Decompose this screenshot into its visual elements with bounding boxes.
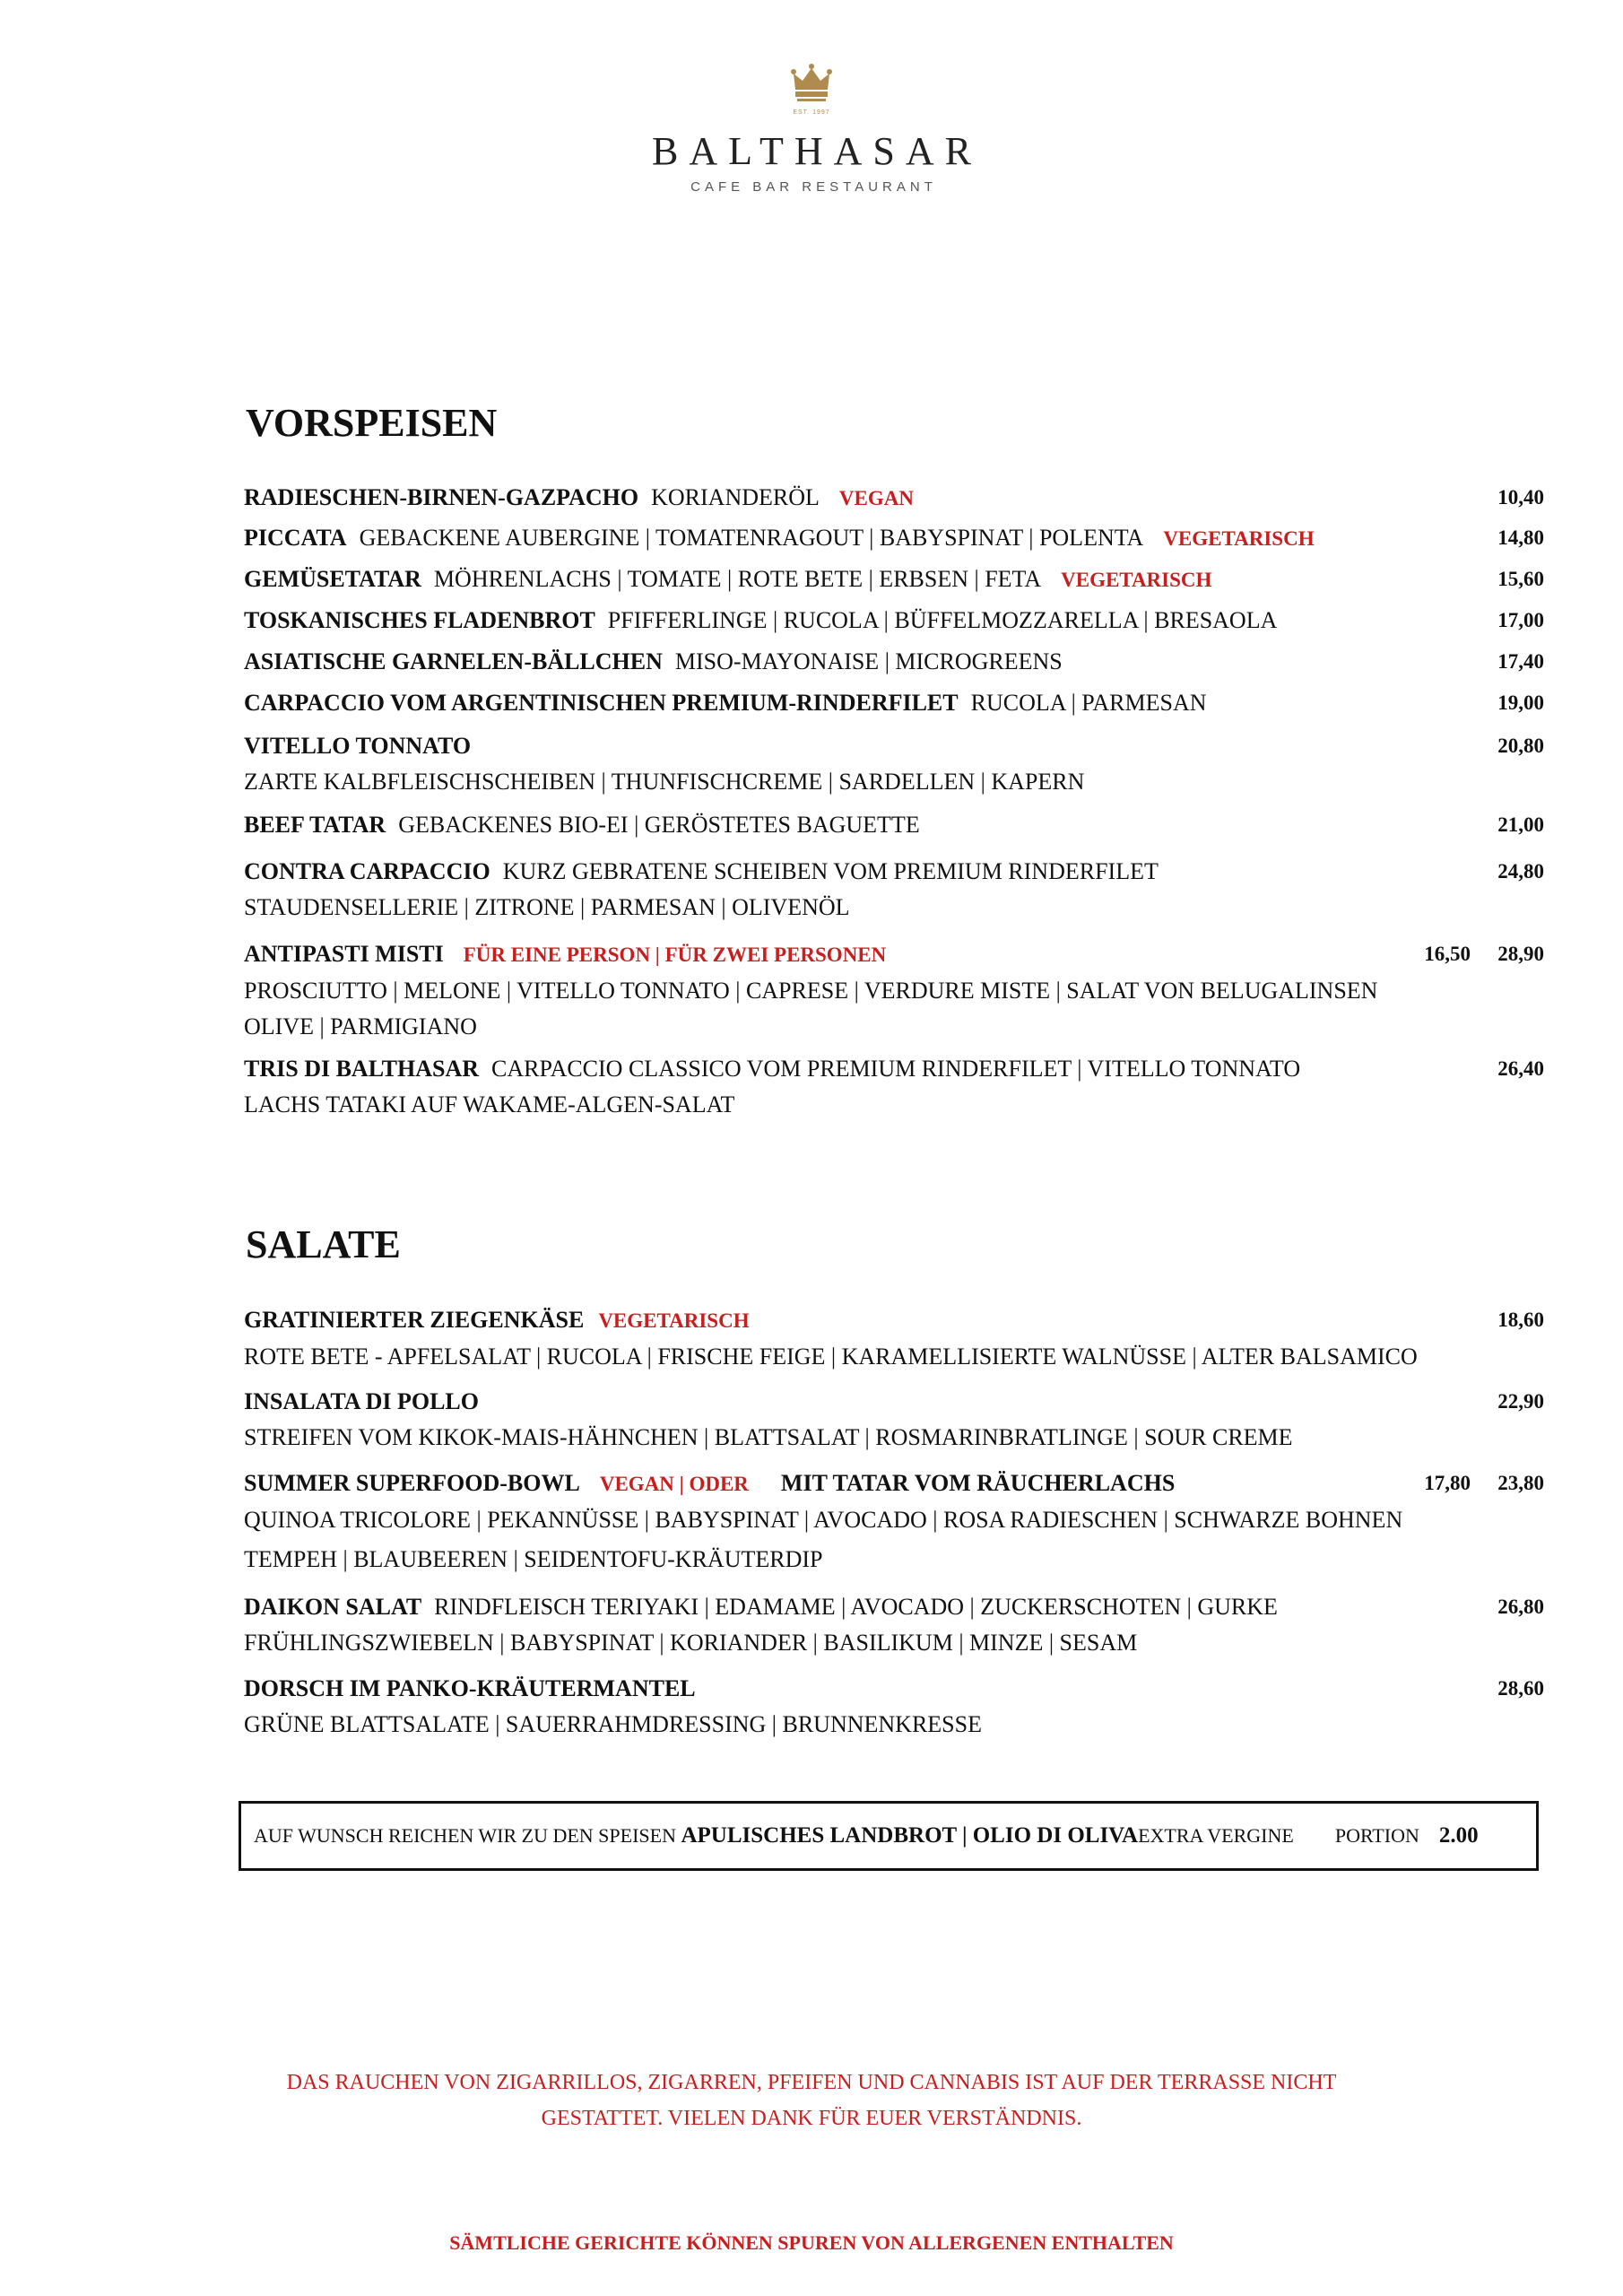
dish-name: CARPACCIO VOM ARGENTINISCHEN PREMIUM-RINDERFILET — [244, 690, 959, 716]
dish-desc: PFIFFERLINGE | RUCOLA | BÜFFELMOZZARELLA | BRESAOLA — [607, 607, 1278, 633]
dish-price: 17,00 — [1497, 609, 1544, 631]
dish-name: RADIESCHEN-BIRNEN-GAZPACHO — [244, 484, 639, 510]
dish-name: PICCATA — [244, 525, 347, 551]
smoking-line-1: DAS RAUCHEN VON ZIGARRILLOS, ZIGARREN, PFEIFEN UND CANNABIS IST AUF DER TERRASSE NICHT — [286, 2071, 1337, 2094]
dish-name: SUMMER SUPERFOOD-BOWL — [244, 1470, 580, 1496]
dish-price: 15,60 — [1497, 568, 1544, 590]
dish-price: 10,40 — [1497, 486, 1544, 509]
dish-desc: STREIFEN VOM KIKOK-MAIS-HÄHNCHEN | BLATTSALAT | ROSMARINBRATLINGE | SOUR CREME — [244, 1424, 1293, 1450]
smoking-notice — [0, 2065, 1623, 2136]
dish-desc: GEBACKENES BIO-EI | GERÖSTETES BAGUETTE — [398, 812, 920, 838]
diet-tag: VEGETARISCH — [1061, 569, 1212, 591]
dish-name: ASIATISCHE GARNELEN-BÄLLCHEN — [244, 648, 663, 674]
brand-subtitle: CAFE BAR RESTAURANT — [690, 179, 937, 195]
dish-price: 24,80 — [1497, 860, 1544, 883]
dish-desc: KORIANDERÖL — [651, 484, 820, 510]
dish-desc: OLIVE | PARMIGIANO — [244, 1013, 477, 1039]
section-title-salate: SALATE — [246, 1222, 401, 1266]
dish-desc: QUINOA TRICOLORE | PEKANNÜSSE | BABYSPINAT | AVOCADO | ROSA RADIESCHEN | SCHWARZE BOHNEN — [244, 1507, 1403, 1533]
dish-price: 19,00 — [1497, 691, 1544, 714]
dish-name: ANTIPASTI MISTI — [244, 941, 444, 967]
dish-price-small: 16,50 — [1424, 943, 1471, 965]
dish-desc: RUCOLA | PARMESAN — [970, 690, 1207, 716]
menu-item — [244, 1051, 1544, 1123]
menu-item — [244, 1384, 1544, 1456]
dish-price: 28,60 — [1497, 1677, 1544, 1700]
dish-price: 17,40 — [1497, 650, 1544, 673]
dish-desc: STAUDENSELLERIE | ZITRONE | PARMESAN | OLIVENÖL — [244, 894, 850, 920]
diet-tag: VEGAN | ODER — [599, 1473, 749, 1495]
portion-price: 2.00 — [1438, 1823, 1479, 1848]
menu-item — [244, 728, 1544, 800]
dish-desc: FRÜHLINGSZWIEBELN | BABYSPINAT | KORIANDER | BASILIKUM | MINZE | SESAM — [244, 1630, 1138, 1656]
menu-item — [244, 685, 1544, 721]
menu-item — [244, 1465, 1544, 1578]
dish-name: GRATINIERTER ZIEGENKÄSE — [244, 1307, 585, 1333]
note-suffix: EXTRA VERGINE — [1138, 1824, 1294, 1847]
dish-desc: TEMPEH | BLAUBEEREN | SEIDENTOFU-KRÄUTERDIP — [244, 1546, 823, 1572]
menu-item — [244, 1302, 1544, 1375]
dish-name: BEEF TATAR — [244, 812, 386, 838]
dish-name: GEMÜSETATAR — [244, 566, 421, 592]
dish-desc: ZARTE KALBFLEISCHSCHEIBEN | THUNFISCHCREME | SARDELLEN | KAPERN — [244, 769, 1085, 795]
est-label: EST. 1997 — [793, 109, 830, 116]
dish-price: 22,90 — [1497, 1390, 1544, 1413]
note-prefix: AUF WUNSCH REICHEN WIR ZU DEN SPEISEN — [254, 1824, 676, 1847]
dish-desc: CARPACCIO CLASSICO VOM PREMIUM RINDERFILET | VITELLO TONNATO — [491, 1056, 1301, 1082]
logo — [0, 63, 1623, 195]
dish-desc: RINDFLEISCH TERIYAKI | EDAMAME | AVOCADO | ZUCKERSCHOTEN | GURKE — [434, 1594, 1278, 1620]
dish-desc: MISO-MAYONAISE | MICROGREENS — [674, 648, 1063, 674]
dish-price: 23,80 — [1497, 1472, 1544, 1494]
allergen-notice: SÄMTLICHE GERICHTE KÖNNEN SPUREN VON ALLERGENEN ENTHALTEN — [449, 2231, 1174, 2254]
diet-tag: VEGAN — [838, 487, 914, 509]
dish-desc: LACHS TATAKI AUF WAKAME-ALGEN-SALAT — [244, 1091, 735, 1118]
smoking-line-2: GESTATTET. VIELEN DANK FÜR EUER VERSTÄNDNIS. — [541, 2107, 1082, 2130]
dish-price: 20,80 — [1497, 735, 1544, 757]
dish-desc: GRÜNE BLATTSALATE | SAUERRAHMDRESSING | BRUNNENKRESSE — [244, 1711, 982, 1737]
dish-price: 21,00 — [1497, 813, 1544, 836]
dish-name: DAIKON SALAT — [244, 1594, 422, 1620]
dish-desc: PROSCIUTTO | MELONE | VITELLO TONNATO | CAPRESE | VERDURE MISTE | SALAT VON BELUGALINSEN — [244, 978, 1378, 1004]
section-title-vorspeisen: VORSPEISEN — [246, 401, 498, 445]
note-bread: APULISCHES LANDBROT | OLIO DI OLIVA — [681, 1823, 1139, 1848]
dish-desc: GEBACKENE AUBERGINE | TOMATENRAGOUT | BABYSPINAT | POLENTA — [359, 525, 1144, 551]
dish-price: 14,80 — [1497, 526, 1544, 549]
diet-tag: VEGETARISCH — [598, 1309, 750, 1332]
dish-price: 26,80 — [1497, 1596, 1544, 1618]
menu-item — [244, 561, 1544, 598]
brand-name: BALTHASAR — [652, 129, 982, 173]
menu-item — [244, 603, 1544, 639]
menu-item — [244, 1589, 1544, 1661]
dish-name: CONTRA CARPACCIO — [244, 858, 490, 884]
menu-item — [244, 520, 1544, 557]
dish-name: DORSCH IM PANKO-KRÄUTERMANTEL — [244, 1675, 696, 1701]
bread-note-box — [239, 1801, 1539, 1871]
menu-item — [244, 644, 1544, 680]
dish-name: TOSKANISCHES FLADENBROT — [244, 607, 595, 633]
dish-desc: KURZ GEBRATENE SCHEIBEN VOM PREMIUM RINDERFILET — [502, 858, 1159, 884]
dish-desc: MÖHRENLACHS | TOMATE | ROTE BETE | ERBSEN | FETA — [433, 566, 1042, 592]
dish-name: INSALATA DI POLLO — [244, 1388, 479, 1414]
portion-label: PORTION — [1334, 1824, 1419, 1847]
portion-tag: FÜR EINE PERSON | FÜR ZWEI PERSONEN — [463, 944, 887, 966]
dish-price: 26,40 — [1497, 1057, 1544, 1080]
dish-desc: ROTE BETE - APFELSALAT | RUCOLA | FRISCHE FEIGE | KARAMELLISIERTE WALNÜSSE | ALTER BALSAMICO — [244, 1344, 1418, 1370]
menu-item — [244, 854, 1544, 926]
menu-item — [244, 936, 1544, 1045]
dish-name: VITELLO TONNATO — [244, 733, 472, 759]
dish-price: 28,90 — [1497, 943, 1544, 965]
dish-price-small: 17,80 — [1424, 1472, 1471, 1494]
diet-tag: VEGETARISCH — [1163, 527, 1315, 550]
dish-price: 18,60 — [1497, 1309, 1544, 1331]
dish-variant: MIT TATAR VOM RÄUCHERLACHS — [780, 1470, 1176, 1496]
menu-item — [244, 1671, 1544, 1743]
menu-item — [244, 807, 1544, 843]
crown-icon — [790, 63, 833, 113]
dish-name: TRIS DI BALTHASAR — [244, 1056, 480, 1082]
menu-item — [244, 480, 1544, 517]
